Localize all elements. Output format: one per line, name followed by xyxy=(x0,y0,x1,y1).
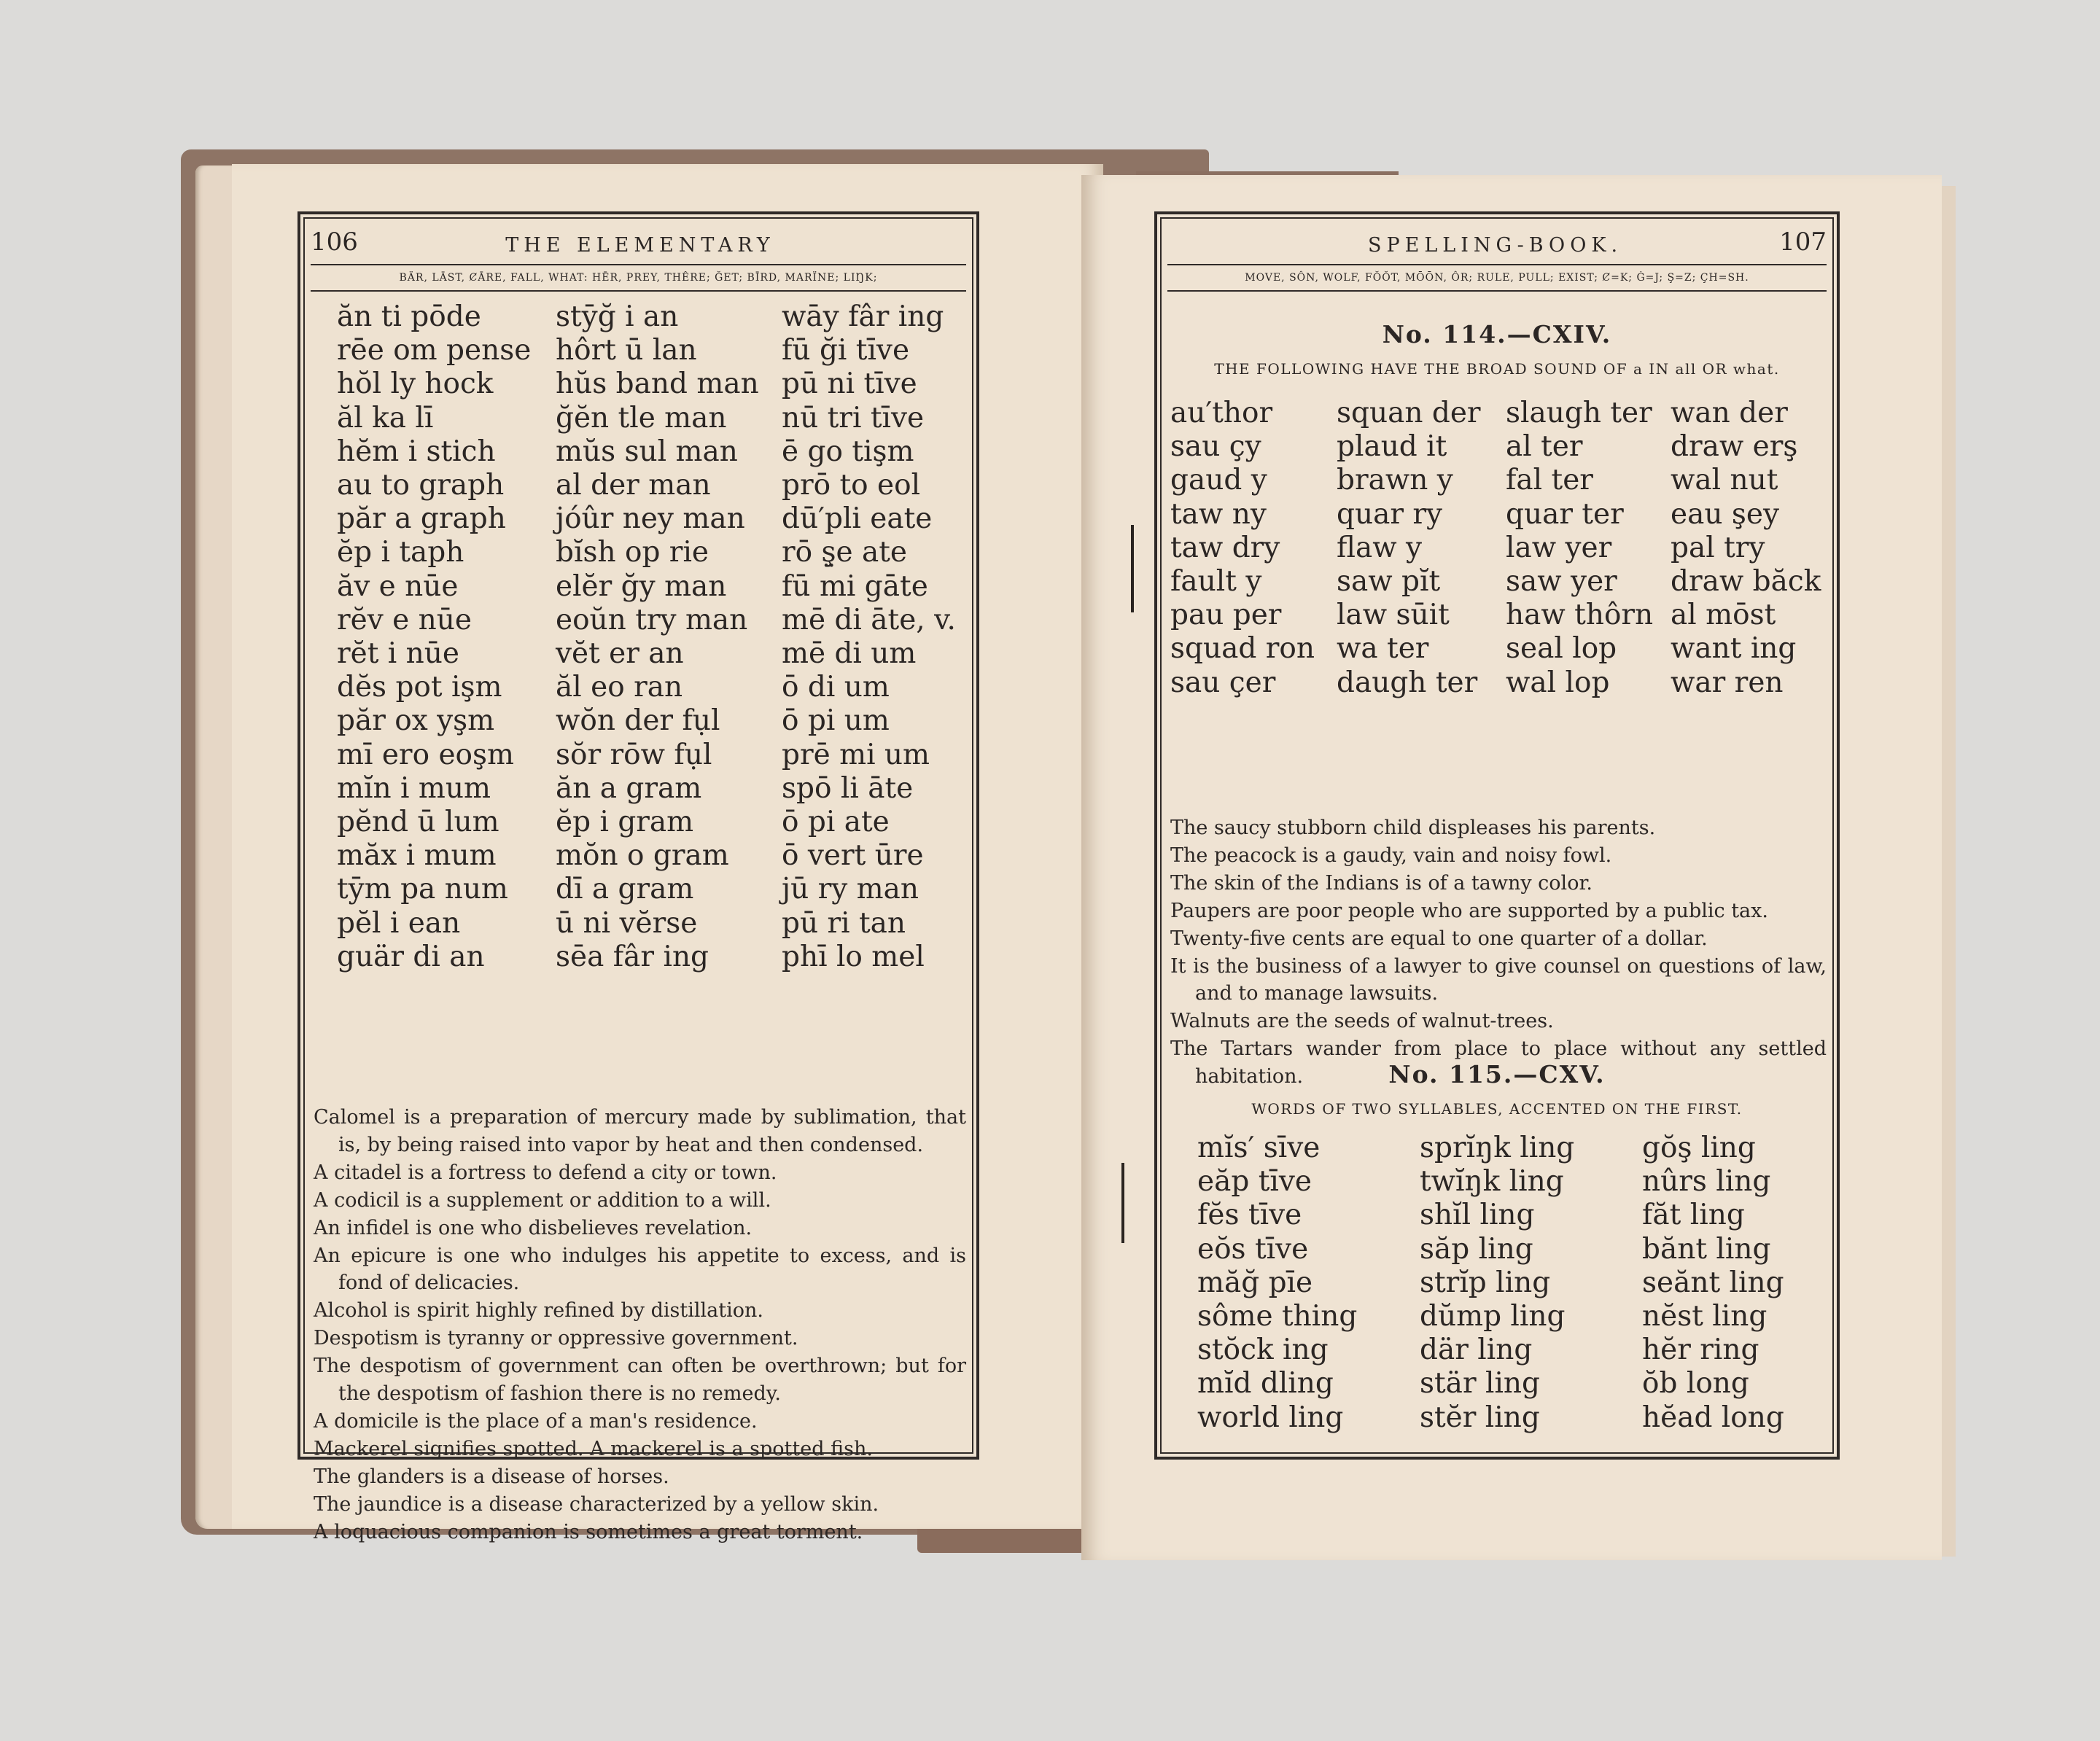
spelling-word: fū ği tīve xyxy=(782,334,910,367)
spelling-word: ăv e nūe xyxy=(337,569,459,603)
spelling-word: rēe om pense xyxy=(337,334,532,367)
spelling-word: pū ri tan xyxy=(782,906,906,940)
spelling-word: mē di āte, v. xyxy=(782,603,956,636)
spelling-word: mŏn o gram xyxy=(556,839,729,873)
spelling-word: slaugh ter xyxy=(1506,397,1652,429)
spelling-word: wa ter xyxy=(1337,632,1429,666)
spelling-word: ĕp i taph xyxy=(337,536,464,569)
spelling-word: rĕt i nūe xyxy=(337,637,459,671)
spelling-word: săp ling xyxy=(1420,1232,1533,1266)
spelling-word: dŭmp ling xyxy=(1420,1300,1566,1333)
spelling-word: taw ny xyxy=(1170,497,1267,531)
spelling-word: plaud it xyxy=(1337,430,1447,464)
spelling-word: rō ş̤e ate xyxy=(782,536,908,569)
running-head: SPELLING-BOOK. xyxy=(1368,234,1623,257)
spelling-word: strĭp ling xyxy=(1420,1266,1551,1299)
section-subtitle: THE FOLLOWING HAVE THE BROAD SOUND OF a IN all OR what. xyxy=(1214,360,1780,378)
spelling-word: spō li āte xyxy=(782,771,914,805)
spelling-word: där ling xyxy=(1420,1333,1533,1367)
spelling-word: saw yer xyxy=(1506,565,1617,599)
sentence: The despotism of government can often be overthrown; but for the despotism of fashion there is no remedy. xyxy=(314,1355,966,1406)
sentence: A loquacious companion is sometimes a great torment. xyxy=(314,1520,863,1543)
spelling-word: gŏş ling xyxy=(1642,1132,1756,1164)
spelling-word: fū mi gāte xyxy=(782,569,928,603)
spelling-word: hĕr ring xyxy=(1642,1333,1759,1367)
spelling-word: stär ling xyxy=(1420,1367,1541,1401)
word-list xyxy=(337,300,979,974)
spelling-word: fĕs tīve xyxy=(1197,1199,1302,1232)
spelling-word: ŏb long xyxy=(1642,1367,1749,1401)
spelling-word: draw erş xyxy=(1671,430,1798,464)
sentence: Despotism is tyranny or oppressive government. xyxy=(314,1327,798,1350)
spelling-word: nĕst ling xyxy=(1642,1300,1768,1333)
spelling-word: hĕm i stich xyxy=(337,435,496,468)
spelling-word: măğ pīe xyxy=(1197,1266,1313,1299)
spelling-word: ăn ti pōde xyxy=(337,300,481,333)
sentence: An epicure is one who indulges his appetite to excess, and is fond of delicacies. xyxy=(314,1244,966,1295)
right-page-frame xyxy=(1154,211,1840,1460)
sentence: A citadel is a fortress to defend a city or town. xyxy=(314,1161,777,1184)
spelling-word: wŏn der fụl xyxy=(556,704,720,738)
right-page-header xyxy=(1167,220,1827,257)
spelling-word: măx i mum xyxy=(337,839,497,873)
spelling-word: sau çer xyxy=(1170,666,1276,699)
spelling-word: al mōst xyxy=(1671,599,1776,632)
spelling-word: ăl eo ran xyxy=(556,671,683,704)
spelling-word: ăl ka lī xyxy=(337,401,434,435)
spelling-word: eau şey xyxy=(1671,497,1779,531)
sentence: The skin of the Indians is of a tawny color. xyxy=(1170,871,1592,895)
spelling-word: fal ter xyxy=(1506,464,1593,497)
spelling-word: păr a graph xyxy=(337,502,506,536)
spelling-word: dī a gram xyxy=(556,873,694,906)
spelling-word: pau per xyxy=(1170,599,1282,632)
sentence: The glanders is a disease of horses. xyxy=(314,1465,669,1488)
spelling-word: ăn a gram xyxy=(556,771,702,805)
left-page-header xyxy=(311,220,966,257)
spelling-word: rĕv e nūe xyxy=(337,603,472,636)
spelling-word: eoŭn try man xyxy=(556,603,748,636)
spelling-word: wal nut xyxy=(1671,464,1778,497)
spelling-word: fault y xyxy=(1170,565,1262,599)
spelling-word: prē mi um xyxy=(782,738,930,771)
spelling-word: jū ry man xyxy=(782,873,919,906)
spelling-word: sau çy xyxy=(1170,430,1261,464)
sentence: Twenty-five cents are equal to one quarter of a dollar. xyxy=(1170,927,1708,950)
margin-mark xyxy=(1131,525,1134,612)
spelling-word: draw băck xyxy=(1671,565,1821,599)
spelling-word: sprĭŋk ling xyxy=(1420,1132,1575,1164)
spelling-word: bănt ling xyxy=(1642,1232,1771,1266)
spelling-word: mĭs′ sīve xyxy=(1197,1132,1321,1164)
spelling-word: twĭŋk ling xyxy=(1420,1165,1564,1199)
left-page-frame xyxy=(298,211,979,1543)
spelling-word: sēa fâr ing xyxy=(556,940,709,973)
sentence: Mackerel signifies spotted. A mackerel is a spotted fish. xyxy=(314,1437,873,1460)
spelling-word: nū tri tīve xyxy=(782,401,925,435)
spelling-word: bĭsh op rie xyxy=(556,536,709,569)
spelling-word: seal lop xyxy=(1506,632,1617,666)
spelling-word: eŏs tīve xyxy=(1197,1232,1309,1266)
sentence: An infidel is one who disbelieves revelation. xyxy=(314,1216,752,1239)
spelling-word: vĕt er an xyxy=(556,637,684,671)
sentence: Paupers are poor people who are supported by a public tax. xyxy=(1170,899,1768,922)
spelling-word: sŏr rōw fụl xyxy=(556,738,712,771)
spelling-word: mĭn i mum xyxy=(337,771,491,805)
spelling-word: quar ry xyxy=(1337,497,1443,531)
pronunciation-key: BÄR, LĀST, ȻĀRE, FALL, WHAT: HĒR, PREY, THÊRE; ĞET; BĪRD, MARÏNE; LIŊK; xyxy=(311,264,966,292)
spelling-word: flaw y xyxy=(1337,531,1423,564)
section-title: No. 114.—CXIV. xyxy=(1382,320,1612,348)
spelling-word: war ren xyxy=(1671,666,1784,699)
page-number: 106 xyxy=(311,227,358,257)
spelling-word: nûrs ling xyxy=(1642,1165,1771,1199)
word-list xyxy=(1170,397,1831,700)
spelling-word: wal lop xyxy=(1506,666,1610,699)
spelling-word: quar ter xyxy=(1506,497,1624,531)
spelling-word: tȳm pa num xyxy=(337,873,508,906)
spelling-word: sôme thing xyxy=(1197,1300,1358,1333)
spelling-word: ō pi um xyxy=(782,704,890,738)
page-number: 107 xyxy=(1779,227,1827,257)
spelling-word: phī lo mel xyxy=(782,940,925,973)
spelling-word: haw thôrn xyxy=(1506,599,1654,632)
spelling-word: guär di an xyxy=(337,940,485,973)
spelling-word: stŏck ing xyxy=(1197,1333,1329,1367)
spelling-word: hŭs band man xyxy=(556,367,759,401)
spelling-word: daugh ter xyxy=(1337,666,1478,699)
spelling-word: ĕp i gram xyxy=(556,806,694,839)
spelling-word: au′thor xyxy=(1170,397,1273,429)
spelling-word: seănt ling xyxy=(1642,1266,1784,1299)
word-list xyxy=(1197,1132,1824,1435)
spelling-word: ō di um xyxy=(782,671,890,704)
sentence-list xyxy=(1170,814,1827,1091)
spelling-word: squan der xyxy=(1337,397,1481,429)
spelling-word: mĭd dling xyxy=(1197,1367,1334,1401)
spelling-word: al der man xyxy=(556,469,711,502)
spelling-word: wan der xyxy=(1671,397,1788,429)
spelling-word: păr ox yşm xyxy=(337,704,495,738)
sentence: Walnuts are the seeds of walnut-trees. xyxy=(1170,1010,1554,1033)
margin-mark xyxy=(1121,1163,1124,1243)
spelling-word: pĕnd ū lum xyxy=(337,806,499,839)
sentence-list xyxy=(314,1104,966,1546)
spelling-word: ğĕn tle man xyxy=(556,401,727,435)
spelling-word: law yer xyxy=(1506,531,1612,564)
spelling-word: mē di um xyxy=(782,637,917,671)
spelling-word: stĕr ling xyxy=(1420,1401,1540,1434)
spelling-word: pū ni tīve xyxy=(782,367,917,401)
sentence: Alcohol is spirit highly refined by distillation. xyxy=(314,1299,763,1323)
spelling-word: dĕs pot işm xyxy=(337,671,502,704)
spelling-word: law sūit xyxy=(1337,599,1450,632)
spelling-word: hĕad long xyxy=(1642,1401,1784,1434)
spelling-word: world ling xyxy=(1197,1401,1344,1434)
sentence: The Tartars wander from place to place without any settled habitation. xyxy=(1170,1037,1827,1088)
spelling-word: stȳğ i an xyxy=(556,300,679,333)
sentence: The peacock is a gaudy, vain and noisy fowl. xyxy=(1170,844,1612,867)
sentence: The jaundice is a disease characterized by a yellow skin. xyxy=(314,1492,879,1516)
spelling-word: al ter xyxy=(1506,430,1583,464)
spelling-word: gaud y xyxy=(1170,464,1267,497)
spelling-word: wāy fâr ing xyxy=(782,300,944,333)
spelling-word: taw dry xyxy=(1170,531,1280,564)
spelling-word: au to graph xyxy=(337,469,505,502)
spelling-word: prō to eol xyxy=(782,469,921,502)
pronunciation-key: MOVE, SÔN, WOLF, FŎŎT, MŌŌN, ÔR; RULE, PULL; EXIST; Ȼ=K; Ġ=J; Ş=Z; ÇH=SH. xyxy=(1167,264,1827,292)
spelling-word: pal try xyxy=(1671,531,1765,564)
spelling-word: ō pi ate xyxy=(782,806,890,839)
section-title: No. 115.—CXV. xyxy=(1388,1060,1606,1088)
spelling-word: ō vert ūre xyxy=(782,839,924,873)
open-book xyxy=(181,149,1953,1567)
running-head: THE ELEMENTARY xyxy=(505,234,775,257)
sentence: It is the business of a lawyer to give counsel on questions of law, and to manage lawsuits. xyxy=(1170,954,1827,1005)
spelling-word: squad ron xyxy=(1170,632,1315,666)
sentence: Calomel is a preparation of mercury made by sublimation, that is, by being raised into vapor by heat and then condensed. xyxy=(314,1106,966,1156)
spelling-word: brawn y xyxy=(1337,464,1453,497)
spelling-word: saw pĭt xyxy=(1337,565,1441,599)
spelling-word: mī ero eoşm xyxy=(337,738,515,771)
spelling-word: făt ling xyxy=(1642,1199,1745,1232)
sentence: A domicile is the place of a man's residence. xyxy=(314,1409,758,1433)
spelling-word: hŏl ly hock xyxy=(337,367,494,401)
sentence: A codicil is a supplement or addition to a will. xyxy=(314,1188,771,1212)
spelling-word: hôrt ū lan xyxy=(556,334,697,367)
spelling-word: jóûr ney man xyxy=(556,502,745,536)
spelling-word: pĕl i ean xyxy=(337,906,461,940)
spelling-word: ū ni vĕrse xyxy=(556,906,698,940)
spelling-word: elĕr ğy man xyxy=(556,569,727,603)
spelling-word: mŭs sul man xyxy=(556,435,738,468)
spelling-word: dū′pli eate xyxy=(782,502,933,536)
section-subtitle: WORDS OF TWO SYLLABLES, ACCENTED ON THE FIRST. xyxy=(1251,1100,1743,1118)
spelling-word: shĭl ling xyxy=(1420,1199,1535,1232)
spelling-word: eăp tīve xyxy=(1197,1165,1312,1199)
sentence: The saucy stubborn child displeases his parents. xyxy=(1170,817,1656,839)
spelling-word: want ing xyxy=(1671,632,1797,666)
spelling-word: ē go tişm xyxy=(782,435,914,468)
